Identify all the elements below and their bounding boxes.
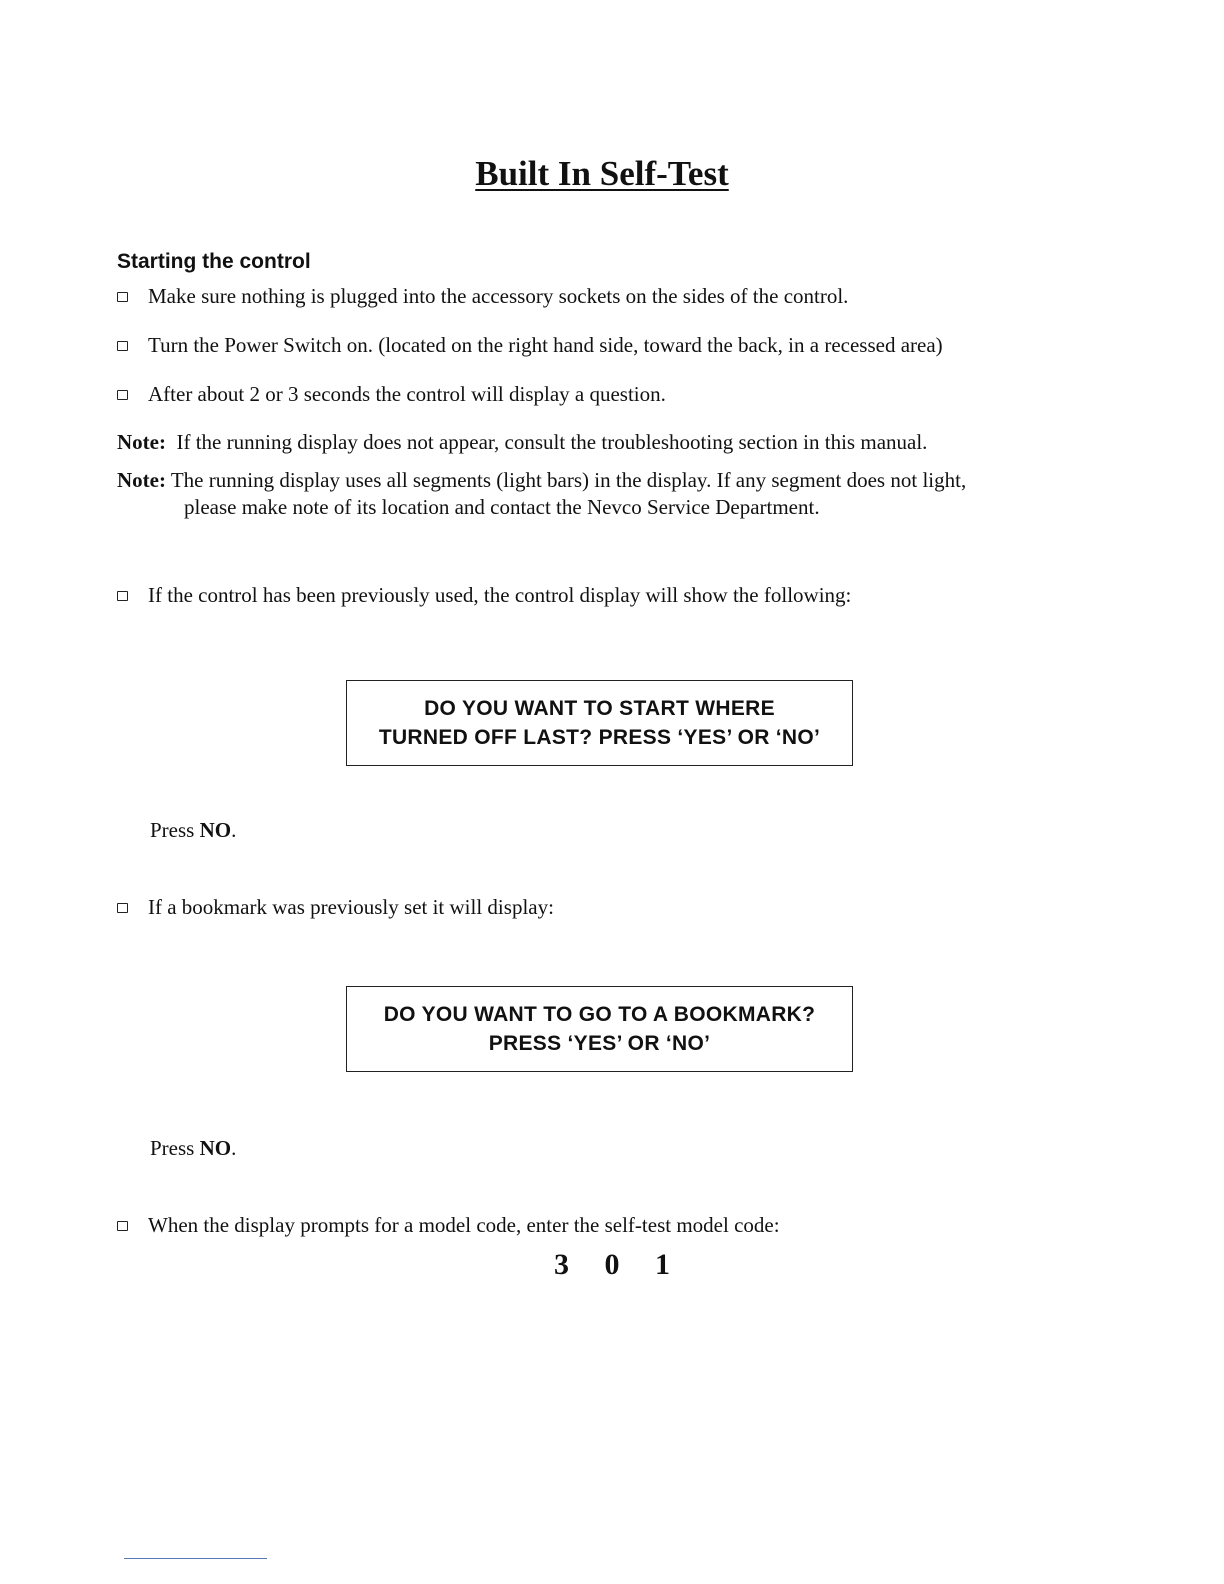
list-item-text: If the control has been previously used, the control display will show the following: xyxy=(148,583,852,607)
list-item xyxy=(117,332,943,358)
note-text-continued: please make note of its location and contact the Nevco Service Department. xyxy=(184,495,820,519)
display-message-box xyxy=(346,680,853,766)
list-item-text: Turn the Power Switch on. (located on the right hand side, toward the back, in a recessed area) xyxy=(148,333,943,357)
note xyxy=(117,467,1087,521)
list-item xyxy=(117,582,851,608)
section-heading: Starting the control xyxy=(117,250,311,273)
checkbox-bullet-icon xyxy=(117,903,128,913)
display-line: DO YOU WANT TO GO TO A BOOKMARK? xyxy=(383,1003,816,1026)
note-label: Note: xyxy=(117,468,166,492)
list-item-text: After about 2 or 3 seconds the control will display a question. xyxy=(148,382,666,406)
checkbox-bullet-icon xyxy=(117,341,128,351)
note xyxy=(117,429,927,456)
model-code: 3 0 1 xyxy=(554,1248,684,1281)
key-label: NO xyxy=(199,1136,232,1160)
list-item xyxy=(117,283,848,309)
list-item-text: If a bookmark was previously set it will display: xyxy=(148,895,554,919)
checkbox-bullet-icon xyxy=(117,591,128,601)
press-instruction: Press NO. xyxy=(150,818,237,842)
checkbox-bullet-icon xyxy=(117,390,128,400)
press-instruction: Press NO. xyxy=(150,1136,237,1160)
checkbox-bullet-icon xyxy=(117,292,128,302)
note-text: The running display uses all segments (light bars) in the display. If any segment does not light, xyxy=(170,468,967,492)
display-line: TURNED OFF LAST? PRESS ‘YES’ OR ‘NO’ xyxy=(378,726,821,749)
page-title: Built In Self-Test xyxy=(475,154,729,193)
note-text: If the running display does not appear, consult the troubleshooting section in this manual. xyxy=(176,430,928,454)
display-line: DO YOU WANT TO START WHERE xyxy=(424,697,775,720)
list-item xyxy=(117,381,666,407)
checkbox-bullet-icon xyxy=(117,1221,128,1231)
list-item xyxy=(117,894,554,920)
display-line: PRESS ‘YES’ OR ‘NO’ xyxy=(488,1032,711,1055)
note-label: Note: xyxy=(117,430,166,454)
list-item-text: Make sure nothing is plugged into the accessory sockets on the sides of the control. xyxy=(148,284,849,308)
key-label: NO xyxy=(199,818,232,842)
footer-divider xyxy=(124,1558,267,1559)
list-item xyxy=(117,1212,780,1238)
list-item-text: When the display prompts for a model code, enter the self-test model code: xyxy=(148,1213,780,1237)
display-message-box xyxy=(346,986,853,1072)
